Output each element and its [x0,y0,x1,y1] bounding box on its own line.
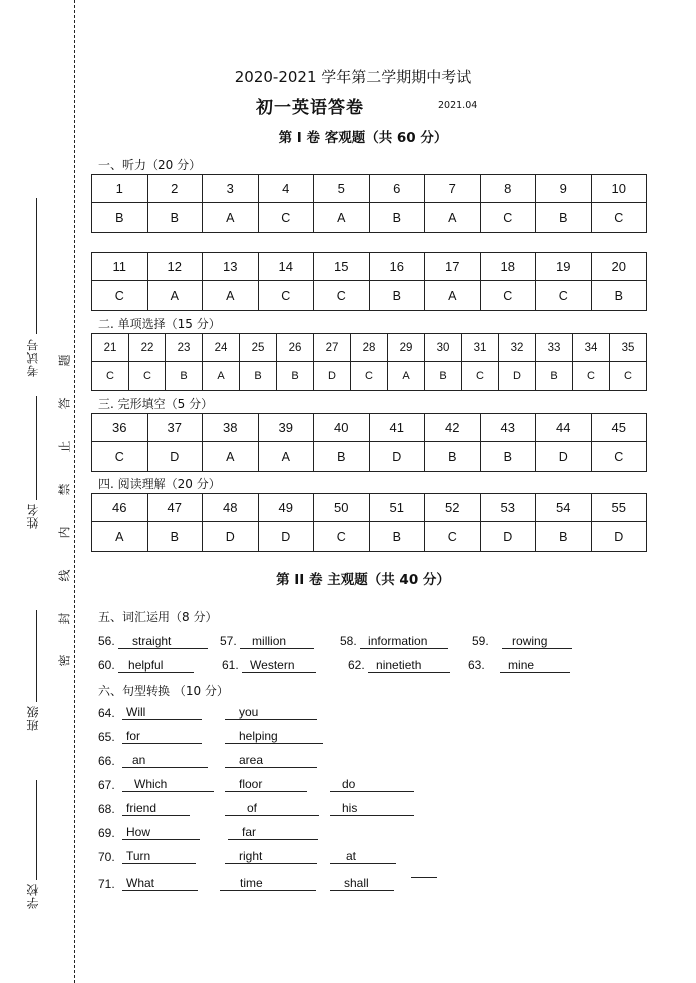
answer-row [92,442,647,472]
answer-cell: D [314,362,351,391]
question-number: 13 [203,253,259,281]
question-number: 17 [425,253,481,281]
question-number: 24 [203,334,240,362]
question-number-row [92,334,647,362]
question-number: 12 [147,253,203,281]
question-number: 23 [166,334,203,362]
question-number: 6 [369,175,425,203]
answer-blank[interactable]: for [122,730,202,744]
listening-table-2 [91,252,647,311]
listening-table-1 [91,174,647,233]
answer-blank[interactable] [411,877,437,878]
answer-cell: C [425,522,481,552]
answer-blank[interactable]: Turn [122,850,196,864]
question-number: 55 [591,494,647,522]
question-number: 47 [147,494,203,522]
seal-char: 封 [57,612,72,625]
answer-cell: B [369,203,425,233]
question-number: 41 [369,414,425,442]
answer-cell: C [258,203,314,233]
answer-cell: C [258,281,314,311]
item-number: 57. [220,634,237,648]
question-number: 20 [591,253,647,281]
answer-cell: A [203,281,259,311]
school-label: 学校 [26,883,40,909]
answer-cell: C [480,281,536,311]
item-number: 71. [98,877,115,891]
answer-cell: B [147,203,203,233]
vocab-item [468,658,570,673]
answer-blank[interactable]: friend [122,802,190,816]
name-label: 姓名 [26,503,40,529]
answer-cell: D [147,442,203,472]
answer-blank[interactable]: right [225,850,317,864]
item-number: 59. [472,634,489,648]
vocab-item [472,634,572,649]
question-number: 22 [129,334,166,362]
question-number: 37 [147,414,203,442]
vocab-item [340,634,448,649]
item-number: 69. [98,826,115,840]
answer-cell: C [314,281,370,311]
answer-cell: C [591,442,647,472]
question-number: 31 [462,334,499,362]
seal-char: 内 [57,526,72,539]
answer-cell: B [536,203,592,233]
answer-cell: B [480,442,536,472]
question-number-row [92,175,647,203]
part1-title: 第 I 卷 客观题（共 60 分） [278,130,448,146]
answer-blank[interactable]: mine [500,659,570,673]
answer-cell: C [92,362,129,391]
seal-char: 答 [57,397,72,410]
answer-cell: D [480,522,536,552]
question-number: 43 [480,414,536,442]
cloze-heading: 三. 完形填空（5 分） [98,397,214,411]
answer-cell: A [203,203,259,233]
question-number: 30 [425,334,462,362]
question-number: 5 [314,175,370,203]
answer-blank[interactable]: ninetieth [368,659,450,673]
answer-cell: A [258,442,314,472]
exam-title: 2020-2021 学年第二学期期中考试 [234,68,472,86]
answer-blank[interactable]: million [240,635,314,649]
answer-blank[interactable]: an [122,754,208,768]
answer-cell: B [166,362,203,391]
item-number: 65. [98,730,115,744]
question-number: 28 [351,334,388,362]
question-number: 10 [591,175,647,203]
answer-blank[interactable]: floor [225,778,307,792]
question-number: 16 [369,253,425,281]
question-number: 1 [92,175,148,203]
answer-cell: B [369,522,425,552]
answer-blank[interactable]: What [122,877,198,891]
answer-cell: D [536,442,592,472]
single-choice-table [91,333,647,391]
answer-cell: D [369,442,425,472]
question-number: 44 [536,414,592,442]
answer-blank[interactable]: shall [330,877,394,891]
answer-blank[interactable]: information [360,635,448,649]
reading-heading: 四. 阅读理解（20 分） [98,477,221,491]
single-choice-heading: 二. 单项选择（15 分） [98,317,221,331]
question-number-row [92,494,647,522]
answer-cell: C [591,203,647,233]
vocab-item [98,658,194,673]
answer-blank[interactable]: you [225,706,317,720]
question-number: 27 [314,334,351,362]
answer-row [92,203,647,233]
answer-cell: C [314,522,370,552]
question-number: 32 [499,334,536,362]
question-number: 2 [147,175,203,203]
answer-cell: C [462,362,499,391]
answer-row [92,362,647,391]
question-number: 33 [536,334,573,362]
answer-cell: B [425,362,462,391]
vocab-item [220,634,314,649]
seal-char: 止 [57,440,72,453]
answer-cell: D [591,522,647,552]
paper-subtitle: 初一英语答卷 [256,98,364,118]
question-number: 51 [369,494,425,522]
question-number: 52 [425,494,481,522]
question-number: 25 [240,334,277,362]
question-number: 15 [314,253,370,281]
question-number: 42 [425,414,481,442]
seal-dashed-line [74,0,75,983]
question-number: 50 [314,494,370,522]
question-number: 11 [92,253,148,281]
answer-blank[interactable]: do [330,778,414,792]
seal-char: 线 [57,569,72,582]
answer-cell: B [314,442,370,472]
seal-char: 题 [57,354,72,367]
vocab-item [222,658,316,673]
question-number: 9 [536,175,592,203]
item-number: 62. [348,658,365,672]
question-number: 4 [258,175,314,203]
question-number: 14 [258,253,314,281]
answer-blank[interactable]: area [225,754,317,768]
question-number: 36 [92,414,148,442]
answer-blank[interactable]: far [228,826,318,840]
answer-cell: A [203,362,240,391]
question-number: 8 [480,175,536,203]
question-number: 54 [536,494,592,522]
answer-blank[interactable]: How [122,826,200,840]
answer-blank[interactable]: of [225,802,319,816]
answer-cell: A [425,281,481,311]
answer-blank[interactable]: his [330,802,414,816]
cloze-table [91,413,647,472]
part2-title: 第 II 卷 主观题（共 40 分） [276,572,450,588]
vocab-item [98,634,208,649]
answer-cell: A [92,522,148,552]
answer-cell: B [425,442,481,472]
item-number: 60. [98,658,115,672]
answer-cell: B [591,281,647,311]
item-number: 70. [98,850,115,864]
question-number: 29 [388,334,425,362]
item-number: 58. [340,634,357,648]
question-number-row [92,414,647,442]
answer-cell: C [129,362,166,391]
answer-cell: D [258,522,314,552]
answer-cell: B [536,522,592,552]
item-number: 67. [98,778,115,792]
answer-blank[interactable]: helping [225,730,323,744]
answer-cell: D [499,362,536,391]
vocab-item [348,658,450,673]
class-line[interactable] [36,610,37,702]
answer-cell: B [277,362,314,391]
question-number: 18 [480,253,536,281]
answer-blank[interactable]: at [330,850,396,864]
answer-cell: A [425,203,481,233]
exam-number-label: 考试号 [26,338,40,377]
class-label: 班级 [26,705,40,731]
answer-cell: C [92,442,148,472]
answer-cell: B [92,203,148,233]
answer-cell: B [536,362,573,391]
answer-row [92,281,647,311]
answer-cell: A [203,442,259,472]
item-number: 63. [468,658,485,672]
vocab-heading: 五、词汇运用（8 分） [98,610,218,624]
answer-row [92,522,647,552]
question-number: 48 [203,494,259,522]
answer-blank[interactable]: rowing [502,635,572,649]
question-number: 35 [610,334,647,362]
answer-blank[interactable]: helpful [118,659,194,673]
question-number: 39 [258,414,314,442]
question-number-row [92,253,647,281]
question-number: 49 [258,494,314,522]
answer-blank[interactable]: straight [118,635,208,649]
answer-cell: C [351,362,388,391]
listening-heading: 一、听力（20 分） [98,158,202,172]
item-number: 56. [98,634,115,648]
answer-cell: C [480,203,536,233]
seal-char: 禁 [57,483,72,496]
answer-blank[interactable]: time [220,877,316,891]
sentence-heading: 六、句型转换 （10 分） [98,684,229,698]
question-number: 19 [536,253,592,281]
question-number: 34 [573,334,610,362]
answer-cell: A [388,362,425,391]
question-number: 38 [203,414,259,442]
item-number: 66. [98,754,115,768]
answer-blank[interactable]: Western [242,659,316,673]
exam-number-line[interactable] [36,198,37,334]
seal-char: 密 [57,654,72,667]
answer-cell: A [314,203,370,233]
question-number: 45 [591,414,647,442]
question-number: 3 [203,175,259,203]
answer-cell: C [573,362,610,391]
question-number: 26 [277,334,314,362]
answer-cell: A [147,281,203,311]
question-number: 7 [425,175,481,203]
item-number: 61. [222,658,239,672]
question-number: 53 [480,494,536,522]
exam-date: 2021.04 [438,100,478,111]
item-number: 64. [98,706,115,720]
name-line[interactable] [36,396,37,500]
answer-cell: B [369,281,425,311]
question-number: 21 [92,334,129,362]
item-number: 68. [98,802,115,816]
reading-table [91,493,647,552]
question-number: 46 [92,494,148,522]
answer-cell: B [147,522,203,552]
answer-cell: C [610,362,647,391]
answer-cell: B [240,362,277,391]
answer-cell: D [203,522,259,552]
answer-cell: C [92,281,148,311]
question-number: 40 [314,414,370,442]
school-line[interactable] [36,780,37,880]
answer-blank[interactable]: Will [122,706,202,720]
answer-blank[interactable]: Which [122,778,214,792]
answer-cell: C [536,281,592,311]
